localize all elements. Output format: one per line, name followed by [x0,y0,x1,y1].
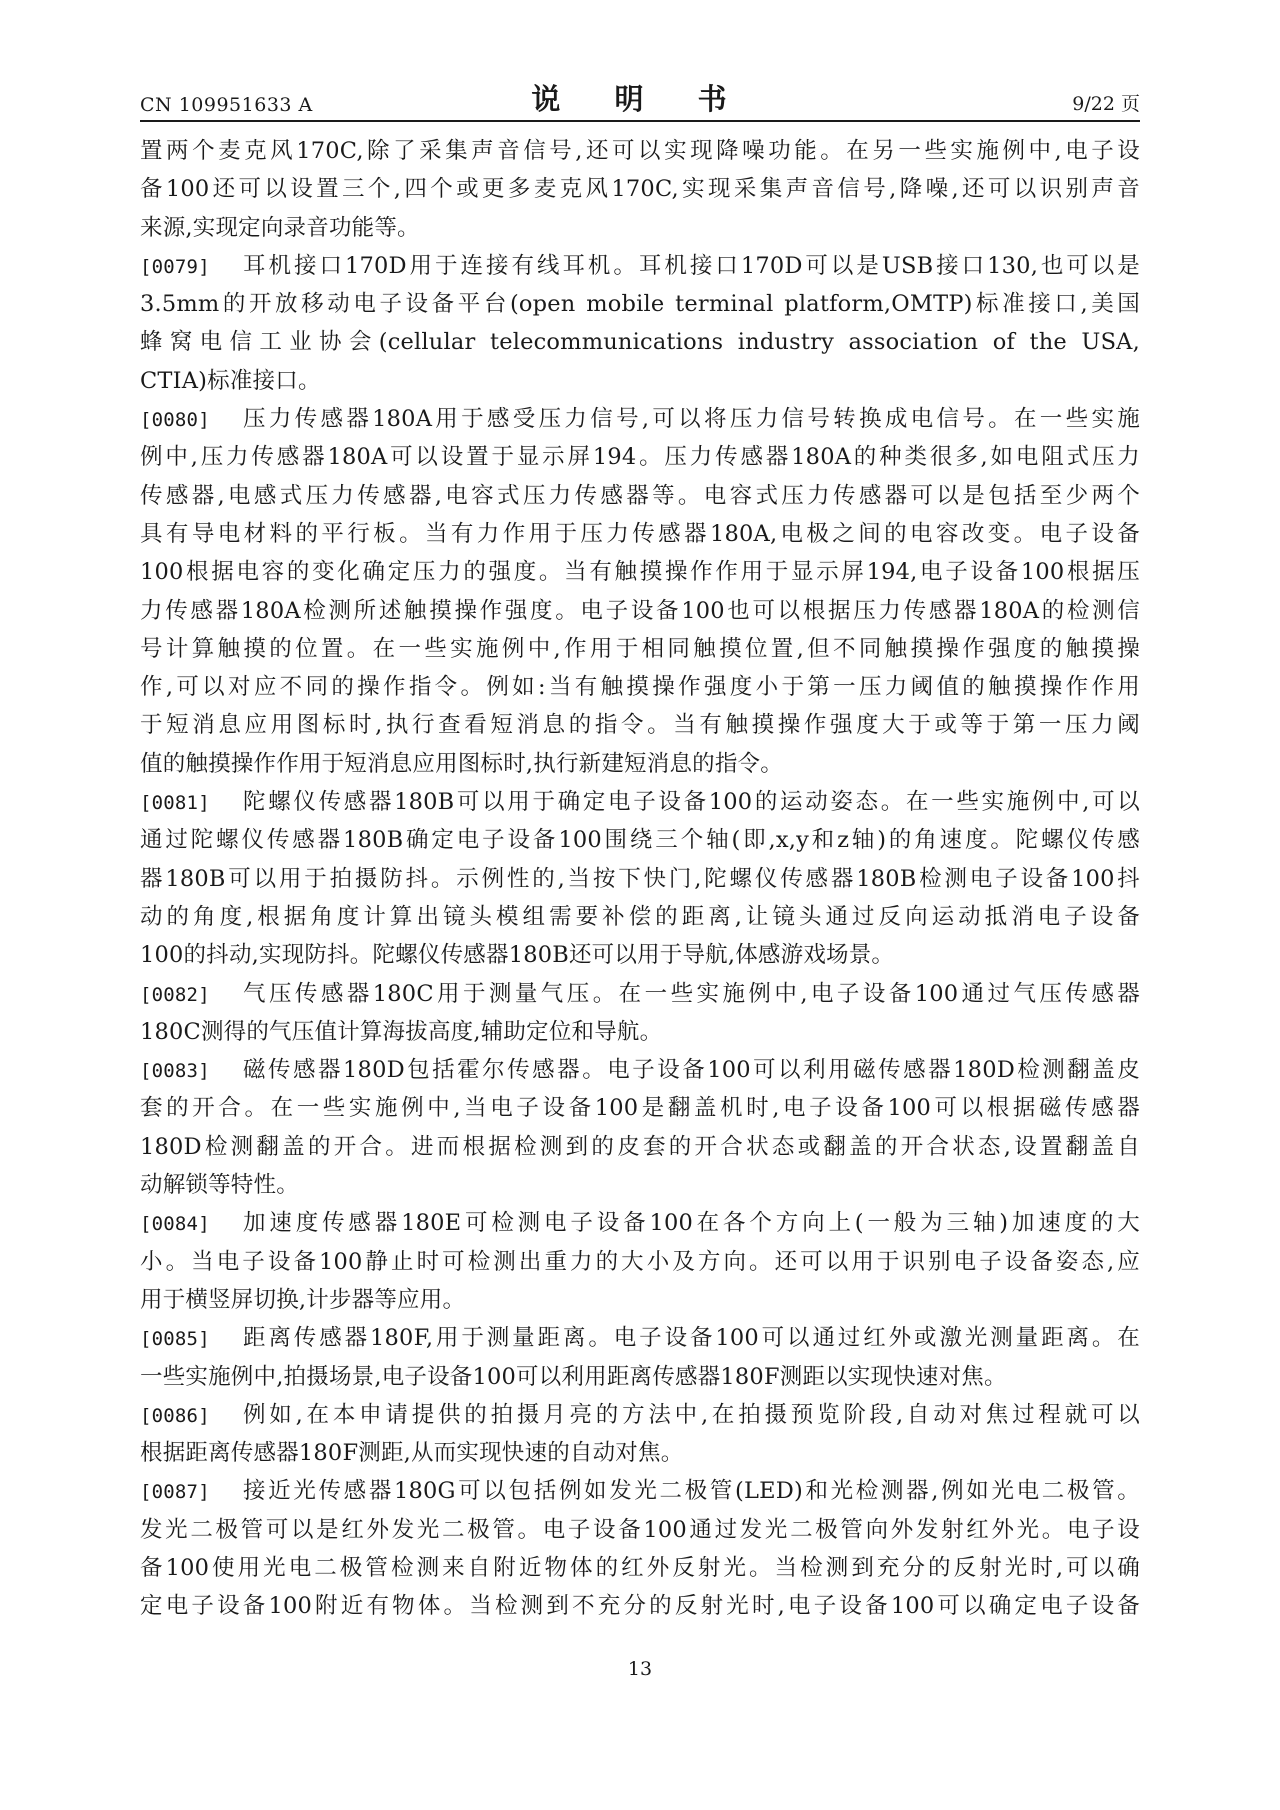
page-number: 13 [627,1658,653,1680]
text-line [140,1128,1140,1166]
line-text: 通过陀螺仪传感器180B确定电子设备100围绕三个轴(即,x,y和z轴)的角速度。陀螺仪传感 [140,827,1140,854]
text-line [140,860,1140,898]
line-text: 180C测得的气压值计算海拔高度,辅助定位和导航。 [140,1018,663,1045]
paragraph-0082 [140,975,1140,1052]
line-text: 来源,实现定向录音功能等。 [140,214,420,241]
text-line [140,247,1140,285]
line-text: 动解锁等特性。 [140,1172,299,1199]
paragraph-0087 [140,1472,1140,1625]
line-text: 加速度传感器180E可检测电子设备100在各个方向上(一般为三轴)加速度的大 [243,1210,1140,1237]
paragraph-0085 [140,1319,1140,1396]
line-text: 蜂窝电信工业协会(cellular telecommunications industry association of the USA, [140,329,1140,356]
text-line [140,1472,1140,1510]
text-line [140,898,1140,936]
page-header [140,72,1140,122]
paragraph-number: [0084] [140,1213,210,1236]
line-text: 3.5mm的开放移动电子设备平台(open mobile terminal platform,OMTP)标准接口,美国 [140,291,1140,318]
text-line [140,975,1140,1013]
text-line [140,1089,1140,1127]
paragraph-number: [0079] [140,255,210,278]
text-line [140,209,1140,247]
paragraph-number: [0086] [140,1404,210,1427]
document-title: 说 明 书 [531,82,749,116]
text-line [140,400,1140,438]
text-line [140,362,1140,400]
page-reference: 9/22 页 [1072,93,1140,115]
line-text: 距离传感器180F,用于测量距离。电子设备100可以通过红外或激光测量距离。在 [243,1325,1140,1352]
text-line [140,1204,1140,1242]
line-text: 气压传感器180C用于测量气压。在一些实施例中,电子设备100通过气压传感器 [243,980,1140,1007]
line-text: 于短消息应用图标时,执行查看短消息的指令。当有触摸操作强度大于或等于第一压力阈 [140,712,1140,739]
text-line [140,1549,1140,1587]
text-line [140,1166,1140,1204]
line-text: 具有导电材料的平行板。当有力作用于压力传感器180A,电极之间的电容改变。电子设备 [140,520,1140,547]
paragraph-0083 [140,1051,1140,1204]
text-line [140,323,1140,361]
publication-number: CN 109951633 A [140,94,313,116]
paragraph-0079 [140,247,1140,400]
paragraph-continued [140,132,1140,247]
line-text: 180D检测翻盖的开合。进而根据检测到的皮套的开合状态或翻盖的开合状态,设置翻盖自 [140,1133,1140,1160]
paragraph-0084 [140,1204,1140,1319]
text-line [140,1281,1140,1319]
text-line [140,132,1140,170]
line-text: 备100使用光电二极管检测来自附近物体的红外反射光。当检测到充分的反射光时,可以确 [140,1554,1140,1581]
text-line [140,783,1140,821]
line-text: 动的角度,根据角度计算出镜头模组需要补偿的距离,让镜头通过反向运动抵消电子设备 [140,903,1140,930]
text-line [140,630,1140,668]
text-line [140,477,1140,515]
line-text: 例如,在本申请提供的拍摄月亮的方法中,在拍摄预览阶段,自动对焦过程就可以 [243,1401,1140,1428]
text-line [140,1396,1140,1434]
line-text: 发光二极管可以是红外发光二极管。电子设备100通过发光二极管向外发射红外光。电子设 [140,1516,1140,1543]
line-text: 定电子设备100附近有物体。当检测到不充分的反射光时,电子设备100可以确定电子设备 [140,1593,1140,1620]
text-line [140,592,1140,630]
text-line [140,936,1140,974]
text-line [140,170,1140,208]
text-line [140,1243,1140,1281]
document-body [140,132,1140,1626]
line-text: 根据距离传感器180F测距,从而实现快速的自动对焦。 [140,1440,684,1467]
text-line [140,285,1140,323]
header-divider [140,120,1140,122]
line-text: 力传感器180A检测所述触摸操作强度。电子设备100也可以根据压力传感器180A的检测信 [140,597,1140,624]
text-line [140,821,1140,859]
text-line [140,438,1140,476]
line-text: 接近光传感器180G可以包括例如发光二极管(LED)和光检测器,例如光电二极管。 [243,1478,1140,1505]
text-line [140,515,1140,553]
text-line [140,1511,1140,1549]
text-line [140,668,1140,706]
line-text: CTIA)标准接口。 [140,367,321,394]
paragraph-number: [0080] [140,409,210,432]
line-text: 值的触摸操作作用于短消息应用图标时,执行新建短消息的指令。 [140,750,783,777]
line-text: 作,可以对应不同的操作指令。例如:当有触摸操作强度小于第一压力阈值的触摸操作作用 [140,674,1140,701]
text-line [140,745,1140,783]
line-text: 100根据电容的变化确定压力的强度。当有触摸操作作用于显示屏194,电子设备100根据压 [140,559,1140,586]
line-text: 例中,压力传感器180A可以设置于显示屏194。压力传感器180A的种类很多,如电阻式压力 [140,444,1140,471]
line-text: 号计算触摸的位置。在一些实施例中,作用于相同触摸位置,但不同触摸操作强度的触摸操 [140,635,1140,662]
text-line [140,553,1140,591]
line-text: 100的抖动,实现防抖。陀螺仪传感器180B还可以用于导航,体感游戏场景。 [140,942,895,969]
line-text: 小。当电子设备100静止时可检测出重力的大小及方向。还可以用于识别电子设备姿态,应 [140,1248,1140,1275]
paragraph-number: [0083] [140,1060,210,1083]
paragraph-number: [0081] [140,792,210,815]
paragraph-0080 [140,400,1140,783]
text-line [140,706,1140,744]
line-text: 压力传感器180A用于感受压力信号,可以将压力信号转换成电信号。在一些实施 [243,406,1140,433]
paragraph-number: [0087] [140,1481,210,1504]
paragraph-0081 [140,783,1140,974]
text-line [140,1358,1140,1396]
line-text: 置两个麦克风170C,除了采集声音信号,还可以实现降噪功能。在另一些实施例中,电子设 [140,138,1140,164]
paragraph-number: [0082] [140,983,210,1006]
text-line [140,1013,1140,1051]
line-text: 器180B可以用于拍摄防抖。示例性的,当按下快门,陀螺仪传感器180B检测电子设备100抖 [140,865,1140,892]
line-text: 陀螺仪传感器180B可以用于确定电子设备100的运动姿态。在一些实施例中,可以 [243,789,1140,816]
text-line [140,1434,1140,1472]
line-text: 传感器,电感式压力传感器,电容式压力传感器等。电容式压力传感器可以是包括至少两个 [140,482,1140,509]
line-text: 套的开合。在一些实施例中,当电子设备100是翻盖机时,电子设备100可以根据磁传感器 [140,1095,1140,1122]
line-text: 备100还可以设置三个,四个或更多麦克风170C,实现采集声音信号,降噪,还可以识别声音 [140,176,1140,203]
line-text: 用于横竖屏切换,计步器等应用。 [140,1286,466,1313]
line-text: 磁传感器180D包括霍尔传感器。电子设备100可以利用磁传感器180D检测翻盖皮 [243,1057,1140,1084]
text-line [140,1587,1140,1625]
paragraph-0086 [140,1396,1140,1473]
line-text: 耳机接口170D用于连接有线耳机。耳机接口170D可以是USB接口130,也可以是 [243,252,1140,279]
line-text: 一些实施例中,拍摄场景,电子设备100可以利用距离传感器180F测距以实现快速对焦。 [140,1363,1007,1390]
text-line [140,1051,1140,1089]
text-line [140,1319,1140,1357]
paragraph-number: [0085] [140,1328,210,1351]
